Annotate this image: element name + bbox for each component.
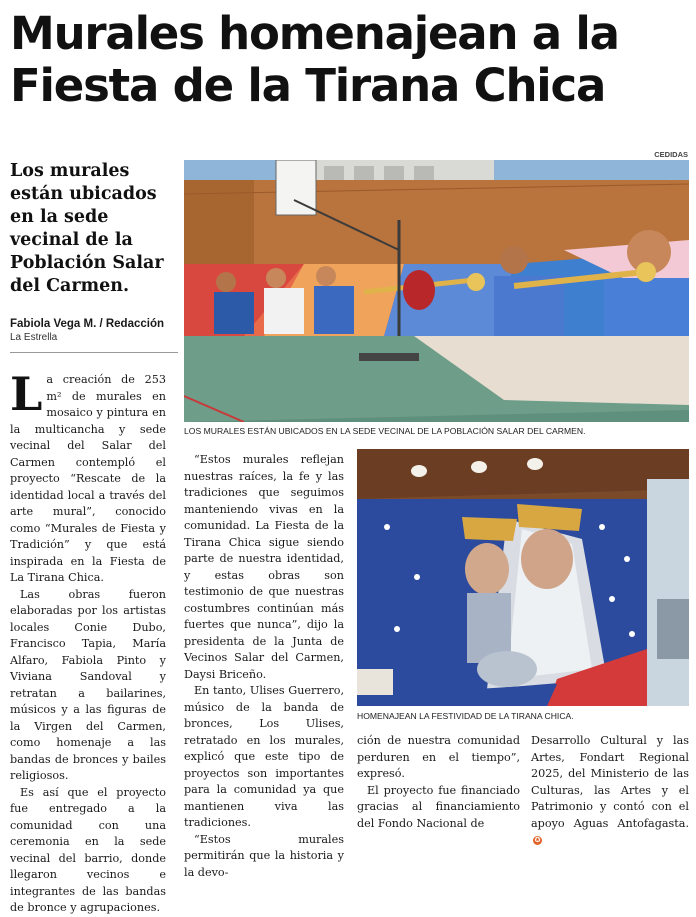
article-column-2 (184, 452, 344, 881)
headline (10, 8, 690, 112)
article-column-4 (531, 733, 689, 849)
byline (10, 318, 178, 343)
end-of-article-icon: ✪ (534, 835, 541, 844)
headline-line-2: Fiesta de la Tirana Chica (10, 59, 606, 112)
article-paragraph (10, 367, 166, 587)
article-paragraph: “Estos murales permitirán que la historia y la devo- (184, 832, 344, 879)
paragraph-text: a creación de 253 m² de murales en mosaico y pintura en la multicancha y sede vecinal del Salar del Carmen contempló el proyecto “Rescate de la identidad local a través del arte mural”, conocido como “Murales de Fiesta y Tradición” y que está inspirada en la Fiesta de La Tirana Chica. (10, 373, 166, 584)
article-paragraph: El proyecto fue financiado gracias al financiamiento del Fondo Nacional de (357, 783, 520, 830)
photo-caption-virgin: HOMENAJEAN LA FESTIVIDAD DE LA TIRANA CHICA. (357, 711, 574, 721)
photo-credit: CEDIDAS (654, 150, 688, 159)
article-paragraph: Las obras fueron elaboradas por los artistas locales Conie Dubo, Francisco Tapia, María Alfaro, Fabiola Pinto y Viviana Sandoval y retratan a bailarines, músicos y a las figuras de la Virgen del Carmen, como homenaje a las bandas de bronces y bailes religiosos. (10, 587, 166, 782)
article-paragraph: ción de nuestra comunidad perduren en el tiempo”, expresó. (357, 734, 520, 780)
byline-author: Fabiola Vega M. / Redacción (10, 318, 165, 330)
article-column-1 (10, 367, 166, 917)
article-paragraph: Es así que el proyecto fue entregado a la comunidad con una ceremonia en la sede vecinal del barrio, donde llegaron vecinos e integrantes de las bandas de bronce y agrupaciones. (10, 785, 166, 914)
article-column-3 (357, 733, 520, 832)
mural-photo-court (184, 160, 689, 422)
photo-caption-court: LOS MURALES ESTÁN UBICADOS EN LA SEDE VECINAL DE LA POBLACIÓN SALAR DEL CARMEN. (184, 426, 586, 436)
mural-photo-virgin (357, 449, 689, 706)
byline-divider (10, 352, 178, 353)
lead-paragraph: Los murales están ubicados en la sede vecinal de la Población Salar del Carmen. (10, 161, 164, 296)
article-paragraph (531, 733, 689, 849)
article-paragraph: “Estos murales reflejan nuestras raíces, la fe y las tradiciones que seguimos manteniendo vivas en la comunidad. La Fiesta de la Tirana Chica sigue siendo parte de nuestra identidad, y estas obras son testimonio de que nuestras costumbres continúan más fuertes que nunca”, dijo la presidenta de la Junta de Vecinos Salar del Carmen, Daysi Briceño. (184, 453, 344, 681)
byline-source: La Estrella (10, 332, 58, 343)
drop-cap: L (10, 367, 43, 421)
headline-line-1: Murales homenajean a la (10, 7, 619, 60)
article-paragraph: En tanto, Ulises Guerrero, músico de la banda de bronces, Los Ulises, retratado en los murales, explicó que este tipo de proyectos son importantes para la comunidad ya que mantienen viva las tradiciones. (184, 684, 344, 829)
paragraph-text: Desarrollo Cultural y las Artes, Fondart Regional 2025, del Ministerio de las Culturas, las Artes y el Patrimonio y contó con el apoyo Aguas Antofagasta. (531, 734, 689, 830)
